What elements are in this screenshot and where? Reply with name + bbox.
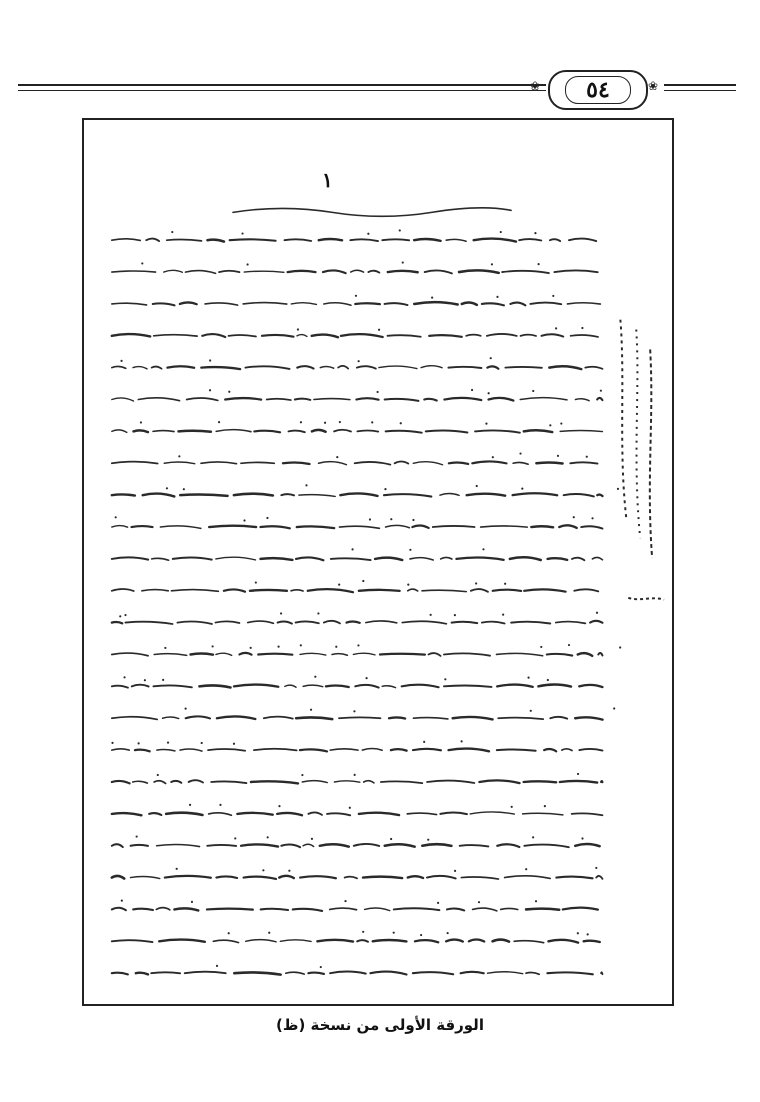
manuscript-line — [112, 644, 621, 656]
manuscript-line — [112, 295, 601, 306]
manuscript-line — [112, 357, 603, 369]
header-rule-right — [664, 84, 736, 86]
ornament-right-icon: ❀ — [648, 79, 659, 93]
manuscript-line — [112, 900, 598, 911]
margin-note — [620, 320, 664, 600]
page-number-badge — [548, 70, 648, 110]
manuscript-line — [112, 484, 619, 496]
manuscript-line — [112, 965, 603, 975]
manuscript-title-stroke — [233, 208, 511, 217]
ornament-left-icon: ❀ — [530, 79, 541, 93]
manuscript-line — [112, 773, 603, 784]
manuscript-line — [112, 261, 598, 273]
manuscript-line — [112, 229, 596, 241]
manuscript-line — [112, 452, 598, 464]
page-header — [0, 66, 760, 110]
header-rule-left — [18, 84, 546, 86]
manuscript-line — [112, 389, 603, 401]
manuscript-line — [112, 327, 598, 337]
manuscript-line — [112, 804, 603, 816]
manuscript-line — [112, 707, 615, 719]
figure-caption: الورقة الأولى من نسخة (ظ) — [276, 1016, 484, 1034]
manuscript-line — [111, 740, 602, 751]
folio-mark: ١ — [322, 168, 333, 192]
manuscript-line — [112, 421, 603, 433]
manuscript-image — [84, 120, 672, 1004]
manuscript-line — [112, 548, 603, 560]
manuscript-line — [112, 835, 600, 847]
manuscript-line — [112, 612, 603, 624]
header-rule-left-thin — [18, 90, 546, 91]
manuscript-line — [112, 867, 603, 879]
manuscript-line — [112, 676, 603, 688]
manuscript-line — [112, 931, 600, 943]
header-rule-right-thin — [664, 90, 736, 91]
manuscript-line — [112, 580, 598, 592]
manuscript-frame — [82, 118, 674, 1006]
page-number: ٥٤ — [565, 76, 631, 104]
manuscript-line — [112, 516, 603, 528]
